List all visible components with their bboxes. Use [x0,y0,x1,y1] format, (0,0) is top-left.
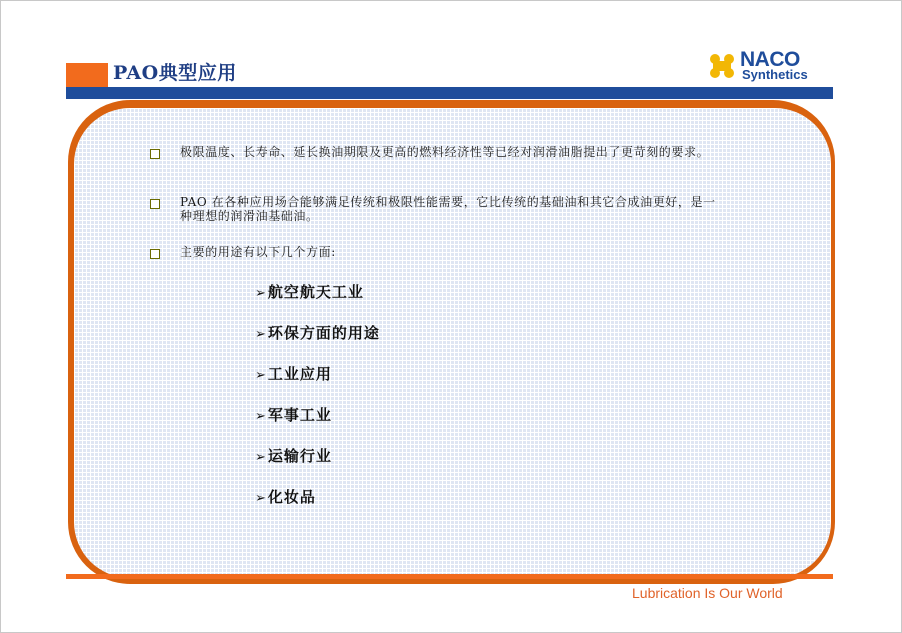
application-item [255,363,332,384]
naco-logo [708,50,826,84]
logo-text-synthetics: Synthetics [742,67,808,82]
content-panel [74,108,831,578]
arrow-bullet-icon: ➢ [255,409,267,424]
title-accent-block [66,63,108,87]
bullet-square [150,199,160,209]
footer-orange-bar [66,574,833,579]
header-blue-bar [66,87,833,99]
bullet-text: 主要的用途有以下几个方面: [180,245,336,259]
arrow-bullet-icon: ➢ [255,450,267,465]
naco-logo-icon [708,52,736,80]
logo-text-naco: NACO [740,48,800,71]
application-label: 运输行业 [267,447,332,465]
application-label: 工业应用 [267,365,332,383]
application-label: 化妆品 [267,488,316,506]
bullet-square [150,249,160,259]
arrow-bullet-icon: ➢ [255,368,267,383]
arrow-bullet-icon: ➢ [255,286,267,301]
slide-title: PAO典型应用 [113,62,237,84]
application-label: 军事工业 [267,406,332,424]
application-item [255,404,332,425]
application-item [255,445,332,466]
application-label: 航空航天工业 [267,283,364,301]
bullet-text: PAO 在各种应用场合能够满足传统和极限性能需要，它比传统的基础油和其它合成油更好，是一种理想的润滑油基础油。 [180,195,716,223]
application-label: 环保方面的用途 [267,324,380,342]
arrow-bullet-icon: ➢ [255,491,267,506]
bullet-square [150,149,160,159]
bullet-text: 极限温度、长寿命、延长换油期限及更高的燃料经济性等已经对润滑油脂提出了更苛刻的要求。 [180,145,710,159]
footer-tagline: Lubrication Is Our World [632,585,783,601]
application-item [255,281,364,302]
arrow-bullet-icon: ➢ [255,327,267,342]
application-item [255,486,316,507]
application-item [255,322,380,343]
